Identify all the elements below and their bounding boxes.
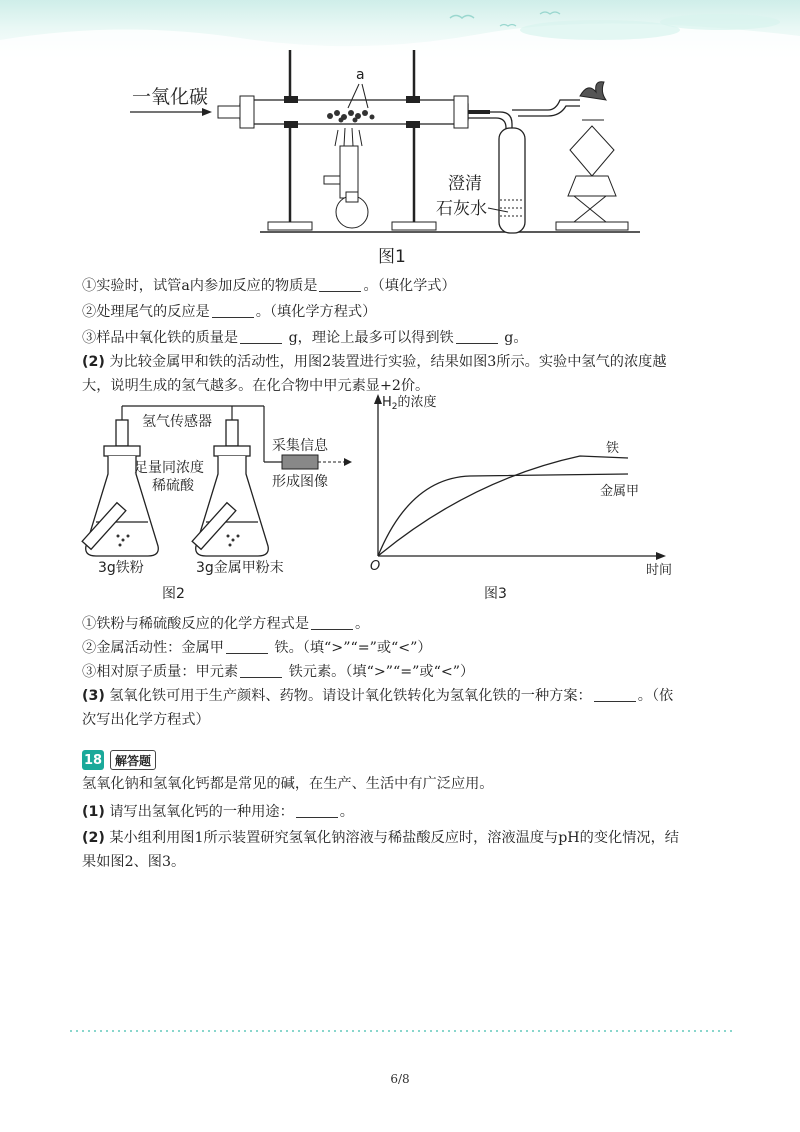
q18-p1-post: 。: [339, 804, 354, 820]
collect-label-1: 采集信息: [272, 438, 328, 454]
q1-line-3-pre: ③样品中氧化铁的质量是: [82, 330, 239, 346]
lime-water-label-1: 澄清: [448, 174, 482, 194]
footer-divider: [68, 1030, 732, 1032]
flask-1-label: 3g铁粉: [98, 560, 144, 576]
q2-blank-1[interactable]: [311, 615, 353, 630]
q18-intro-text: 氢氧化钠和氢氧化钙都是常见的碱，在生产、生活中有广泛应用。: [82, 776, 494, 792]
sensor-label: 氢气传感器: [142, 414, 212, 430]
q18-part-2-line-2: [82, 852, 732, 872]
origin-label: O: [370, 559, 381, 574]
series-iron-curve: [378, 456, 628, 556]
q2-number: (2): [82, 354, 105, 370]
q3-text-2: 次写出化学方程式）: [82, 712, 210, 728]
q3-blank[interactable]: [594, 687, 636, 702]
q1-blank-1[interactable]: [319, 277, 361, 292]
q2-sub-1-pre: ①铁粉与稀硫酸反应的化学方程式是: [82, 616, 310, 632]
q2-sub-line-3: [82, 662, 732, 682]
q1-line-3-post: g。: [499, 330, 528, 346]
q1-blank-4[interactable]: [456, 329, 498, 344]
q2-sub-1-post: 。: [355, 616, 370, 632]
flask-2-label: 3g金属甲粉末: [196, 560, 284, 576]
q1-line-3-mid: g，理论上最多可以得到铁: [284, 330, 454, 346]
figure-3-caption: 图3: [484, 586, 507, 602]
q2-sub-line-2: [82, 638, 732, 658]
q3-text-pre: 氢氧化铁可用于生产颜料、药物。请设计氧化铁转化为氢氧化铁的一种方案：: [104, 688, 592, 704]
q2-sub-line-1: [82, 614, 732, 634]
q18-p2-text-2: 果如图2、图3。: [82, 854, 186, 870]
q2-blank-3[interactable]: [240, 663, 282, 678]
q18-p2-number: (2): [82, 830, 105, 846]
label-a: a: [356, 67, 365, 83]
q2-sub-2-pre: ②金属活动性：金属甲: [82, 640, 224, 656]
figure-3-chart: [370, 394, 672, 578]
figure-1-apparatus: [0, 40, 800, 270]
q2-sub-2-post: 铁。（填“>”“=”或“<”）: [269, 640, 432, 656]
figure-2-caption: 图2: [162, 586, 185, 602]
y-axis-label-pre: $H_2$的浓度: [382, 395, 437, 412]
q2-text-2: 大，说明生成的氢气越多。在化合物中甲元素显+2价。: [82, 378, 430, 394]
co-label: 一氧化碳: [132, 86, 209, 108]
q2-line-1: [82, 352, 732, 372]
q2-sub-3-post: 铁元素。（填“>”“=”或“<”）: [284, 664, 475, 680]
q3-number: (3): [82, 688, 105, 704]
q18-intro: [82, 774, 732, 794]
series-metal-curve: [378, 474, 628, 556]
collect-label-2: 形成图像: [272, 474, 328, 490]
q18-number: 18: [82, 750, 104, 770]
q18-blank-1[interactable]: [296, 803, 338, 818]
q18-header: [82, 750, 156, 770]
q1-line-3: [82, 328, 732, 348]
q18-type-badge: 解答题: [110, 750, 156, 770]
q3-line-2: [82, 710, 732, 730]
q1-blank-3[interactable]: [240, 329, 282, 344]
q18-p1-pre: 请写出氢氧化钙的一种用途：: [104, 804, 294, 820]
page-number: 6/8: [390, 1072, 410, 1086]
q1-line-1-post: 。（填化学式）: [363, 278, 456, 294]
figures-2-3: [0, 388, 800, 610]
q2-text-1: 为比较金属甲和铁的活动性，用图2装置进行实验，结果如图3所示。实验中氢气的浓度越: [104, 354, 667, 370]
q3-text-post: 。（依: [637, 688, 674, 704]
figure-1-caption: 图1: [378, 247, 406, 267]
q18-part-2-line-1: [82, 828, 732, 848]
q1-blank-2[interactable]: [212, 303, 254, 318]
acid-label-1: 足量同浓度: [134, 460, 204, 476]
q1-line-1: [82, 276, 732, 296]
q18-p2-text-1: 某小组利用图1所示装置研究氢氧化钠溶液与稀盐酸反应时，溶液温度与pH的变化情况，结: [104, 830, 679, 846]
series-iron-label: 铁: [606, 441, 620, 456]
lime-water-label-2: 石灰水: [436, 199, 487, 219]
q18-part-1: [82, 802, 732, 822]
q18-p1-number: (1): [82, 804, 105, 820]
acid-label-2: 稀硫酸: [152, 478, 194, 494]
q2-blank-2[interactable]: [226, 639, 268, 654]
q1-line-2-pre: ②处理尾气的反应是: [82, 304, 210, 320]
x-axis-label: 时间: [646, 563, 673, 578]
q2-sub-3-pre: ③相对原子质量：甲元素: [82, 664, 239, 680]
q1-line-2-post: 。（填化学方程式）: [255, 304, 377, 320]
series-metal-label: 金属甲: [600, 484, 640, 499]
q1-line-2: [82, 302, 732, 322]
q3-line-1: [82, 686, 732, 706]
q1-line-1-pre: ①实验时，试管a内参加反应的物质是: [82, 278, 318, 294]
